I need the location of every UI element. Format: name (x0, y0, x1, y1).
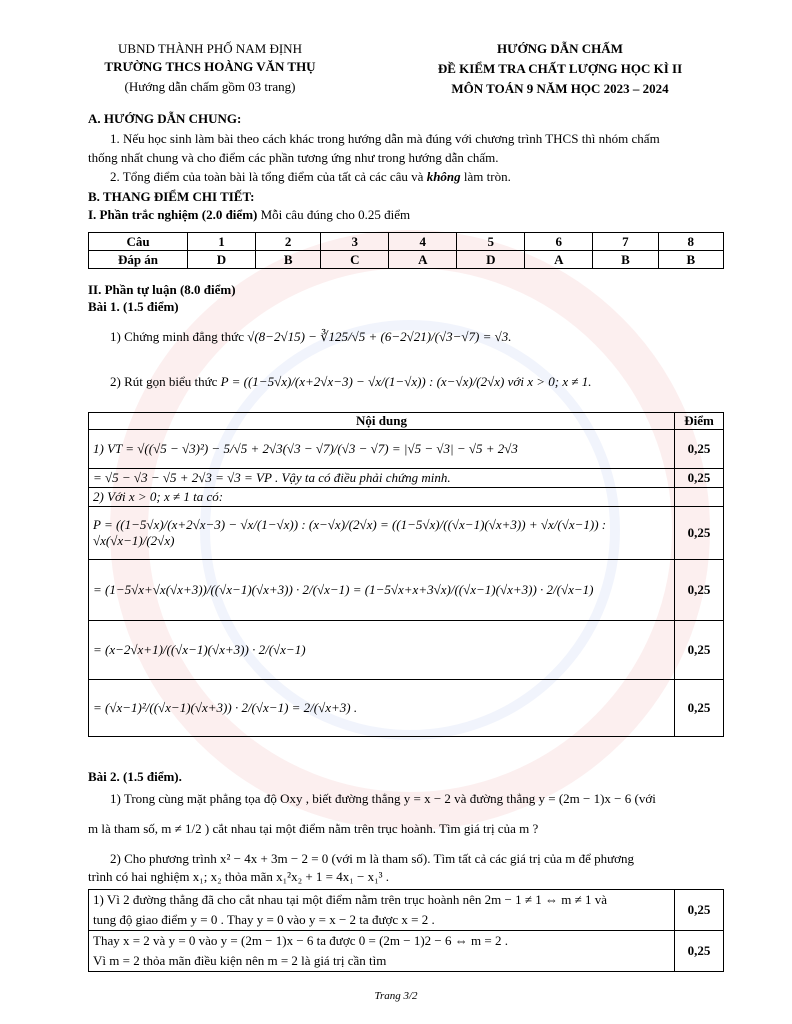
page-footer: Trang 3/2 (374, 990, 418, 1002)
answer-question-number: 6 (525, 233, 593, 251)
bai2-grading-row (89, 931, 724, 972)
grading-row (89, 430, 724, 469)
grading-row (89, 560, 724, 621)
bai2-grading-row (89, 890, 724, 931)
bai2-q2b: trình có hai nghiệm x₁; x₂ thỏa mãn x₁²x₂ + 1 = 4x₁ − x₁³ . (88, 869, 390, 884)
bai2-q2a: 2) Cho phương trình x² − 4x + 3m − 2 = 0 (với m là tham số). Tìm tất cả các giá trị của m để phương (110, 851, 635, 866)
grading-content: = (√x−1)²/((√x−1)(√x+3)) · 2/(√x−1) = 2/(√x+3) . (89, 680, 675, 737)
answer-question-number: 3 (321, 233, 389, 251)
grading-content: = (1−5√x+√x(√x+3))/((√x−1)(√x+3)) · 2/(√x−1) = (1−5√x+x+3√x)/((√x−1)(√x+3)) · 2/(√x−1) (89, 560, 675, 621)
header-exam: ĐỀ KIỂM TRA CHẤT LƯỢNG HỌC KÌ II (437, 61, 683, 76)
bai1-q1-formula: √(8−2√15) − ∛125/√5 + (6−2√21)/(√3−√7) = √3. (247, 329, 512, 344)
grading-content: 2) Với x > 0; x ≠ 1 ta có: (89, 488, 675, 507)
document-header (0, 40, 792, 102)
answer-question-number: 5 (457, 233, 525, 251)
p2-pre: 2. Tổng điểm của toàn bài là tổng điểm của tất cả các câu và (110, 169, 427, 184)
header-page-count: (Hướng dẫn chấm gồm 03 trang) (124, 79, 296, 94)
section-b-title: B. THANG ĐIỂM CHI TIẾT: (88, 189, 255, 204)
grading-row (89, 621, 724, 680)
bai2-line-2: Vì m = 2 thỏa mãn điều kiện nên m = 2 là giá trị cần tìm (93, 953, 387, 968)
grading-score: 0,25 (675, 469, 724, 488)
section-a-p2 (88, 168, 750, 186)
bai2-grading-score: 0,25 (675, 931, 724, 972)
grading-score: 0,25 (675, 507, 724, 560)
bai1-q2-condition: với x > 0; x ≠ 1. (507, 374, 592, 389)
answer-row-keys (89, 251, 724, 269)
answer-question-number: 8 (658, 233, 723, 251)
header-subject: MÔN TOÁN 9 NĂM HỌC 2023 – 2024 (451, 81, 669, 96)
grading-content: P = ((1−5√x)/(x+2√x−3) − √x/(1−√x)) : (x−√x)/(2√x) = ((1−5√x)/((√x−1)(√x+3)) + √x/(√x−1)) : √x(√x−1)/(2√x) (89, 507, 675, 560)
section-a-p1a: 1. Nếu học sinh làm bài theo cách khác trong hướng dẫn mà đúng với chương trình THCS thì nhóm chấm (110, 131, 660, 146)
answer-question-number: 1 (188, 233, 256, 251)
score-column-header: Điểm (675, 413, 724, 430)
grading-content: 1) VT = √((√5 − √3)²) − 5/√5 + 2√3(√3 − √7)/(√3 − √7) = |√5 − √3| − √5 + 2√3 (89, 430, 675, 469)
grading-score: 0,25 (675, 560, 724, 621)
grading-row (89, 680, 724, 737)
bai2-title: Bài 2. (1.5 điểm). (88, 769, 182, 784)
header-org: UBND THÀNH PHỐ NAM ĐỊNH (118, 41, 302, 56)
bai1-q2 (88, 373, 750, 391)
p2-emphasis: không (426, 169, 461, 184)
bai1-q2-formula: P = ((1−5√x)/(x+2√x−3) − √x/(1−√x)) : (x−√x)/(2√x) (220, 374, 505, 389)
answer-question-number: 7 (593, 233, 658, 251)
grading-row (89, 488, 724, 507)
grading-score: 0,25 (675, 680, 724, 737)
bai1-title: Bài 1. (1.5 điểm) (88, 299, 179, 314)
section-a-title: A. HƯỚNG DẪN CHUNG: (88, 111, 242, 126)
bai1-q1 (88, 328, 750, 346)
part2-title: II. Phần tự luận (8.0 điểm) (88, 282, 236, 297)
bai2-grading-score: 0,25 (675, 890, 724, 931)
answer-head-question: Câu (89, 233, 188, 251)
bai2-line-1: 1) Vì 2 đường thẳng đã cho cắt nhau tại một điểm nằm trên trục hoành nên 2m − 1 ≠ 1 ⇔ m ≠ 1 và (93, 892, 608, 907)
part1-heading (88, 206, 728, 224)
answer-key-letter: C (321, 251, 389, 269)
bai2-line-2: tung độ giao điểm y = 0 . Thay y = 0 vào y = x − 2 ta được x = 2 . (93, 912, 435, 927)
grading-content: = √5 − √3 − √5 + 2√3 = √3 = VP . Vậy ta có điều phải chứng minh. (89, 469, 675, 488)
answer-question-number: 2 (255, 233, 320, 251)
section-a-p1b: thống nhất chung và cho điểm các phần tương ứng như trong hướng dẫn chấm. (88, 150, 499, 165)
grading-score: 0,25 (675, 621, 724, 680)
part1-note: Mỗi câu đúng cho 0.25 điểm (257, 207, 411, 222)
bai2-grading-table (88, 889, 724, 972)
answer-key-letter: D (457, 251, 525, 269)
answer-key-letter: D (188, 251, 256, 269)
bai1-table-header (89, 413, 724, 430)
bai1-q1-label: 1) Chứng minh đẳng thức (110, 329, 244, 344)
answer-row-questions (89, 233, 724, 251)
content-column-header: Nội dung (89, 413, 675, 430)
grading-content: = (x−2√x+1)/((√x−1)(√x+3)) · 2/(√x−1) (89, 621, 675, 680)
answer-key-letter: B (255, 251, 320, 269)
answer-head-key: Đáp án (89, 251, 188, 269)
header-school: TRƯỜNG THCS HOÀNG VĂN THỤ (104, 59, 316, 74)
answer-key-letter: B (658, 251, 723, 269)
bai2-grading-content (89, 890, 675, 931)
p2-post: làm tròn. (460, 169, 511, 184)
bai1-grading-table (88, 412, 724, 737)
grading-row (89, 507, 724, 560)
bai2-q1b: m là tham số, m ≠ 1/2 ) cắt nhau tại một điểm nằm trên trục hoành. Tìm giá trị của m ? (88, 821, 539, 836)
part1-title: I. Phần trắc nghiệm (2.0 điểm) (88, 207, 258, 222)
answer-key-letter: A (525, 251, 593, 269)
answer-question-number: 4 (389, 233, 457, 251)
grading-row (89, 469, 724, 488)
answer-key-letter: A (389, 251, 457, 269)
grading-score (675, 488, 724, 507)
answer-key-letter: B (593, 251, 658, 269)
grading-score: 0,25 (675, 430, 724, 469)
answer-key-table (88, 232, 724, 269)
bai2-grading-content (89, 931, 675, 972)
bai1-q2-label: 2) Rút gọn biểu thức (110, 374, 218, 389)
bai2-q1a: 1) Trong cùng mặt phẳng tọa độ Oxy , biết đường thẳng y = x − 2 và đường thẳng y = (2m − 1)x − 6 (với (110, 791, 656, 806)
header-title: HƯỚNG DẪN CHẤM (497, 41, 623, 56)
bai2-line-1: Thay x = 2 và y = 0 vào y = (2m − 1)x − 6 ta được 0 = (2m − 1)2 − 6 ⇔ m = 2 . (93, 933, 508, 948)
